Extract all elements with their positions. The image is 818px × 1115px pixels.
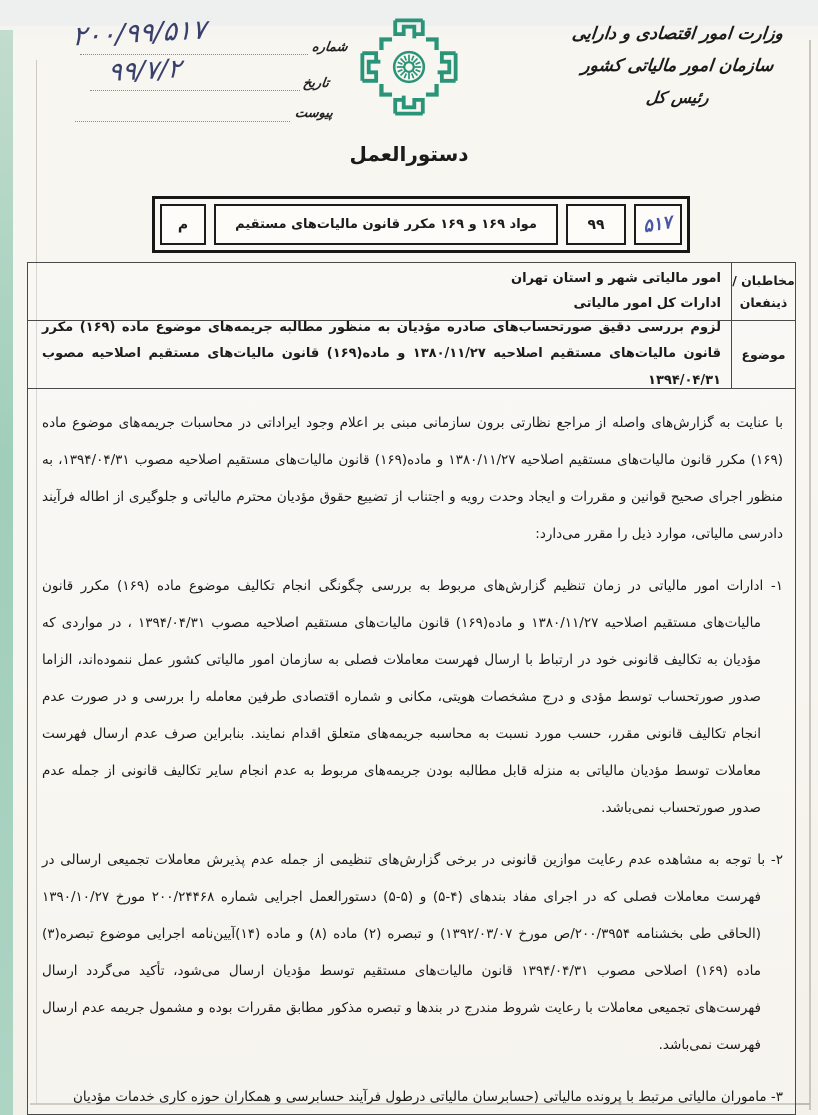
recipients-row [28,263,795,321]
organization-name: سازمان امور مالیاتی کشور [580,56,775,76]
code-handwritten-value: ۵۱۷ [641,211,675,238]
recipients-label-line1: مخاطبان / [732,273,795,289]
recipients-line: امور مالیاتی شهر و استان تهران [511,271,721,287]
recipients-content [28,263,731,320]
classification-box-row [152,196,690,253]
body-section [28,389,795,1115]
category-box: م [160,204,206,245]
body-intro-paragraph: با عنایت به گزارش‌های واصله از مراجع نظارتی برون سازمانی مبنی بر اعلام وجود ایراداتی در محاسبات جریمه‌های موضوع ماده (۱۶۹) مکرر قانون مالیات‌های مستقیم اصلاحیه ۱۳۸۰/۱۱/۲۷ و ماده(۱۶۹) قانون مالیات‌های مستقیم اصلاحیه مصوب ۱۳۹۴/۰۴/۳۱، به منظور اجرای صحیح قوانین و مقررات و ایجاد وحدت رویه و اجتناب از تضییع حقوق مؤدیان محترم مالیاتی و جلوگیری از اطاله فرآیند دادرسی مالیاتی، موارد ذیل را مقرر می‌دارد: [42,415,783,542]
date-line [90,90,300,91]
code-box [634,204,682,245]
subject-row [28,321,795,389]
scan-artifact-left-strip [0,30,13,1115]
ministry-name: وزارت امور اقتصادی و دارایی [570,24,785,44]
attachment-line [75,121,290,122]
body-item-1: ۱- ادارات امور مالیاتی در زمان تنظیم گزارش‌های مربوط به بررسی چگونگی انجام تکالیف موضوع ماده (۱۶۹) مکرر قانون مالیات‌های مستقیم اصلاحیه ۱۳۸۰/۱۱/۲۷ و ماده(۱۶۹) قانون مالیات‌های مستقیم اصلاحیه مصوب ۱۳۹۴/۰۴/۳۱ ، در مواردی که مؤدیان به تکالیف قانونی خود در ارتباط با ارسال فهرست معاملات فصلی به سازمان امور مالیاتی کشور عمل ننموده‌اند، الزاما صدور صورتحساب توسط مؤدی و درج مشخصات هویتی، مکانی و شماره اقتصادی طرفین معامله را بررسی و در صورت عدم انجام تکالیف قانونی مقرر، حسب مورد نسبت به محاسبه جریمه‌های متعلق اقدام نمایند. بنابراین صرف عدم ارسال فهرست معاملات توسط مؤدیان مالیاتی به منزله قابل مطالبه بودن جریمه‌های مربوط به عدم انجام سایر تکالیف قانونی از جمله عدم صدور صورتحساب نمی‌باشد. [42,578,783,816]
role-title: رئیس کل [645,88,710,107]
articles-subject-box: مواد ۱۶۹ و ۱۶۹ مکرر قانون مالیات‌های مستقیم [214,204,558,245]
recipients-line: ادارات کل امور مالیاتی [573,295,721,311]
tax-organization-logo-icon [356,14,462,120]
subject-content: لزوم بررسی دقیق صورتحساب‌های صادره مؤدیان به منظور مطالبه جریمه‌های موضوع ماده (۱۶۹) مکرر قانون مالیات‌های مستقیم اصلاحیه ۱۳۸۰/۱۱/۲۷ و ماده(۱۶۹) قانون مالیات‌های مستقیم اصلاحیه مصوب ۱۳۹۴/۰۴/۳۱ [42,319,721,388]
year-box: ۹۹ [566,204,626,245]
number-handwritten-value: ۲۰۰/۹۹/۵۱۷ [71,14,207,53]
attachment-label: پیوست [293,106,334,121]
subject-label: موضوع [731,321,795,388]
date-handwritten-value: ۹۹/۷/۲ [107,54,182,88]
letterhead-block [560,24,795,107]
body-item-3: ۳- ماموران مالیاتی مرتبط با پرونده مالیاتی (حسابرسان مالیاتی درطول فرآیند حسابرسی و همکاران حوزه کاری خدمات مؤدیان [72,1089,783,1105]
directive-table [27,262,796,1115]
date-label: تاریخ [301,76,330,91]
body-item-2: ۲- با توجه به مشاهده عدم رعایت موازین قانونی در برخی گزارش‌های تنظیمی از جمله عدم پذیرش معاملات تجمیعی ارسالی در فهرست معاملات فصلی که در اجرای مفاد بندهای (۴-۵) و (۵-۵) دستورالعمل اجرایی شماره ۲۰۰/۲۴۴۶۸ مورخ ۱۳۹۰/۱۰/۲۷ (الحاقی طی بخشنامه ۲۰۰/۳۹۵۴/ص مورخ ۱۳۹۲/۰۳/۰۷) و تبصره (۲) ماده (۸) و ماده (۱۴)آیین‌نامه اجرایی موضوع تبصره(۳) ماده (۱۶۹) اصلاحی مصوب ۱۳۹۴/۰۴/۳۱ قانون مالیات‌های مستقیم توسط مؤدیان ارسال می‌شود، تأکید می‌گردد ارسال فهرست‌های تجمیعی معاملات با رعایت شروط مندرج در بندها و تبصره مذکور مطابق مقررات بوده و مشمول جریمه عدم ارسال فهرست نمی‌باشد. [42,852,783,1053]
recipients-label [731,263,795,320]
recipients-label-line2: ذینفعان [739,294,788,310]
number-label: شماره [310,40,349,55]
paper-edge [809,40,811,1110]
number-line [80,54,308,55]
document-title: دستورالعمل [349,142,469,166]
